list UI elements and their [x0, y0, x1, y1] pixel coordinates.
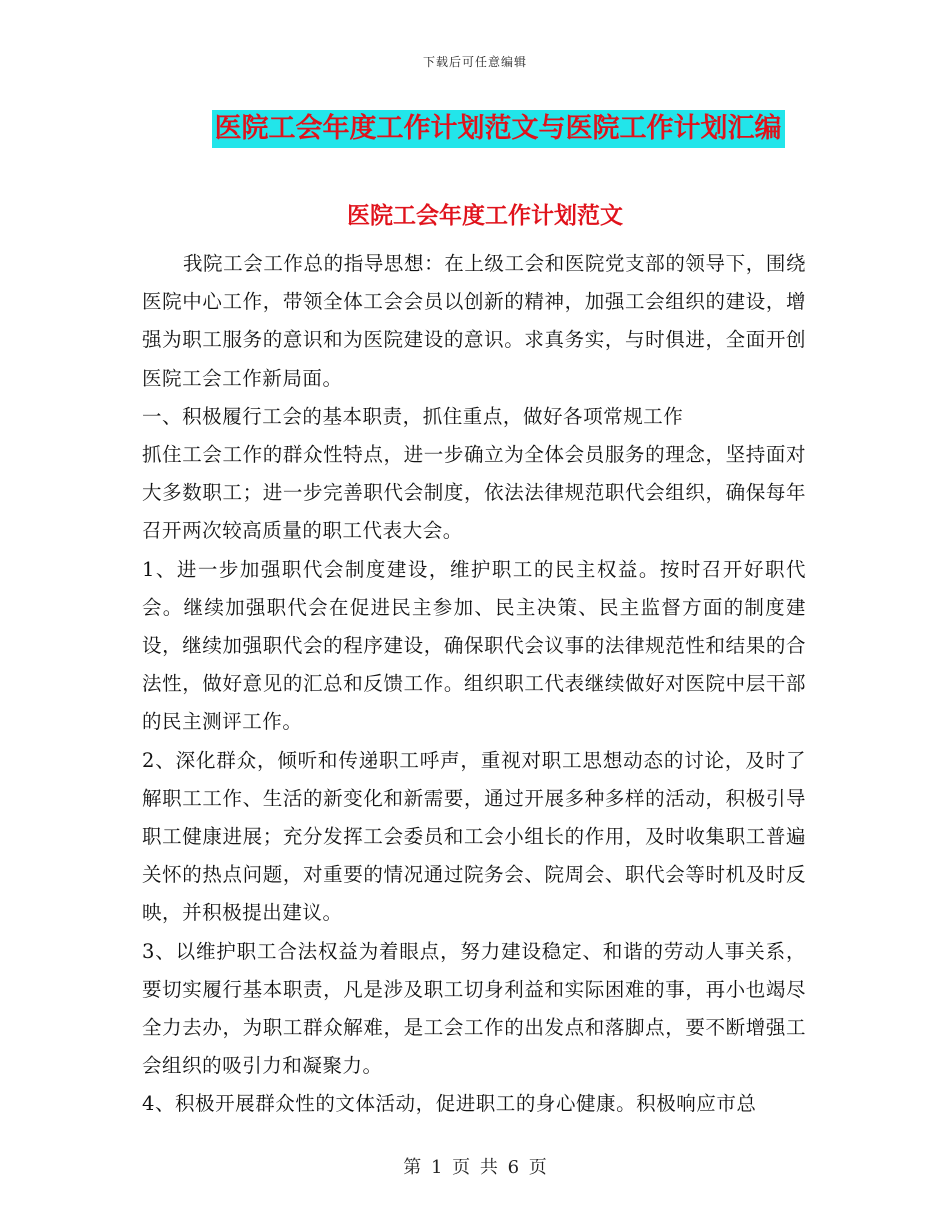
list-item-3: 3、以维护职工合法权益为着眼点，努力建设稳定、和谐的劳动人事关系，要切实履行基本职责，凡是涉及职工切身利益和实际困难的事，再小也竭尽全力去办，为职工群众解难，是工会工作的出发点和落脚点，要不断增强工会组织的吸引力和凝聚力。 [142, 939, 806, 1078]
intro-paragraph: 我院工会工作总的指导思想：在上级工会和医院党支部的领导下，围绕医院中心工作，带领全体工会会员以创新的精神，加强工会组织的建设，增强为职工服务的意识和为医院建设的意识。求真务实，与时俱进，全面开创医院工会工作新局面。 [142, 252, 806, 390]
section-heading-1: 一、积极履行工会的基本职责，抓住重点，做好各项常规工作 [142, 404, 684, 428]
list-item-4: 4、积极开展群众性的文体活动，促进职工的身心健康。积极响应市总 [142, 1092, 757, 1116]
header-note: 下载后可任意编辑 [422, 55, 527, 69]
list-item-2: 2、深化群众，倾听和传递职工呼声，重视对职工思想动态的讨论，及时了解职工工作、生活的新变化和新需要，通过开展多种多样的活动，积极引导职工健康进展；充分发挥工会委员和工会小组长的作用，及时收集职工普遍关怀的热点问题，对重要的情况通过院务会、院周会、职代会等时机及时反映，并积极提出建议。 [142, 748, 806, 925]
page-number-footer: 第 1 页 共 6 页 [403, 1157, 547, 1178]
paragraph: 抓住工会工作的群众性特点，进一步确立为全体会员服务的理念，坚持面对大多数职工；进一步完善职代会制度，依法法律规范职代会组织，确保每年召开两次较高质量的职工代表大会。 [142, 443, 806, 543]
main-title-container [0, 110, 950, 148]
section-title: 医院工会年度工作计划范文 [347, 203, 623, 229]
body-text [142, 245, 806, 1124]
list-item-1: 1、进一步加强职代会制度建设，维护职工的民主权益。按时召开好职代会。继续加强职代会在促进民主参加、民主决策、民主监督方面的制度建设，继续加强职代会的程序建设，确保职代会议事的法律规范性和结果的合法性，做好意见的汇总和反馈工作。组织职工代表继续做好对医院中层干部的民主测评工作。 [142, 557, 806, 734]
main-title: 医院工会年度工作计划范文与医院工作计划汇编 [212, 110, 785, 148]
